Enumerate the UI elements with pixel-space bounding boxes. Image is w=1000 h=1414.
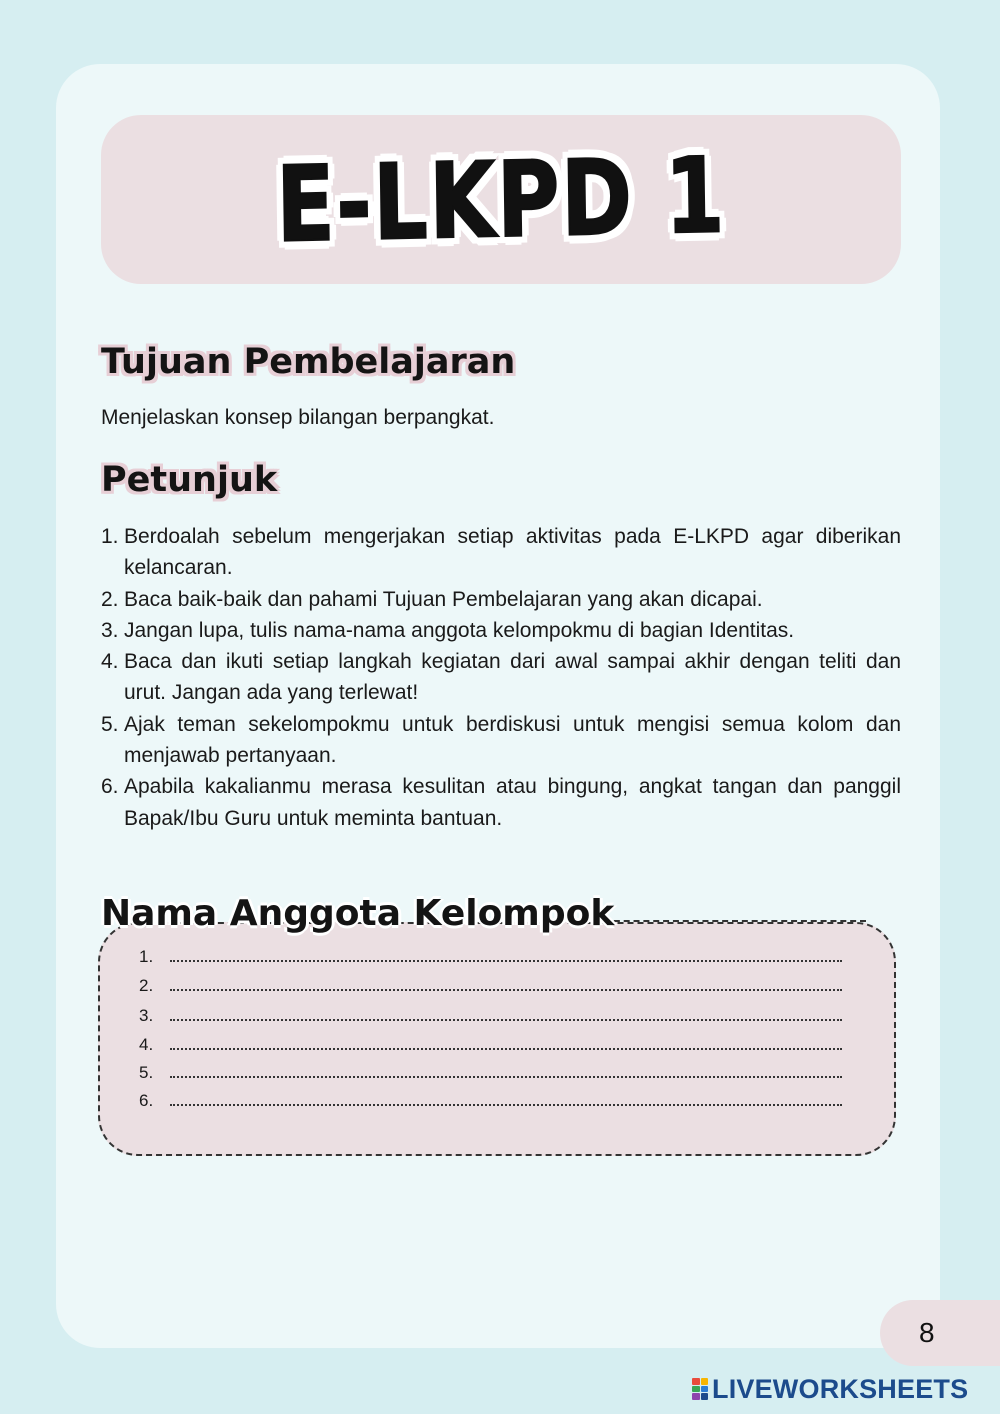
list-item-number: 2. xyxy=(101,587,119,611)
logo-block xyxy=(692,1386,700,1393)
list-item xyxy=(101,521,901,584)
logo-block xyxy=(701,1386,709,1393)
member-row-number: 5. xyxy=(139,1063,154,1082)
list-item-text: Baca baik-baik dan pahami Tujuan Pembelajaran yang akan dicapai. xyxy=(124,587,763,611)
list-item-number: 6. xyxy=(101,775,119,799)
list-item-text: Berdoalah sebelum mengerjakan setiap aktivitas pada E-LKPD agar diberikan kelancaran. xyxy=(124,525,901,580)
tujuan-heading: Tujuan Pembelajaran xyxy=(101,342,516,382)
liveworksheets-brand[interactable] xyxy=(692,1374,968,1404)
list-item-number: 3. xyxy=(101,618,119,642)
logo-block xyxy=(692,1378,700,1385)
tujuan-text: Menjelaskan konsep bilangan berpangkat. xyxy=(101,406,495,429)
title-banner xyxy=(101,115,901,284)
member-row-number: 6. xyxy=(139,1091,154,1110)
member-row-number: 1. xyxy=(139,947,154,966)
list-item-number: 5. xyxy=(101,712,119,736)
member-name-line[interactable] xyxy=(170,1076,842,1078)
member-name-line[interactable] xyxy=(170,989,842,991)
list-item-text: Baca dan ikuti setiap langkah kegiatan dari awal sampai akhir dengan teliti dan urut. Jangan ada yang terlewat! xyxy=(124,650,901,705)
logo-block xyxy=(692,1393,700,1400)
liveworksheets-wordmark: LIVEWORKSHEETS xyxy=(712,1373,969,1404)
list-item-text: Ajak teman sekelompokmu untuk berdiskusi untuk mengisi semua kolom dan menjawab pertanyaan. xyxy=(124,712,901,768)
list-item-number: 1. xyxy=(101,525,119,548)
heading-dash-line xyxy=(604,920,866,922)
list-item xyxy=(101,615,901,646)
petunjuk-heading: Petunjuk xyxy=(101,460,278,500)
list-item xyxy=(101,771,901,834)
member-row-number: 4. xyxy=(139,1035,154,1054)
member-name-line[interactable] xyxy=(170,960,842,962)
members-box xyxy=(98,922,896,1156)
kelompok-heading: Nama Anggota Kelompok xyxy=(101,893,615,934)
page-title: E-LKPD 1 xyxy=(275,133,727,266)
member-row-number: 3. xyxy=(139,1006,154,1025)
member-row-number: 2. xyxy=(139,976,154,995)
list-item xyxy=(101,709,901,772)
list-item xyxy=(101,646,901,709)
list-item-number: 4. xyxy=(101,650,119,674)
member-name-line[interactable] xyxy=(170,1104,842,1106)
member-name-line[interactable] xyxy=(170,1019,842,1021)
list-item-text: Jangan lupa, tulis nama-nama anggota kelompokmu di bagian Identitas. xyxy=(124,618,795,642)
logo-block xyxy=(701,1378,709,1385)
list-item-text: Apabila kakalianmu merasa kesulitan atau bingung, angkat tangan dan panggil Bapak/Ibu Guru untuk meminta bantuan. xyxy=(124,775,901,830)
logo-block xyxy=(701,1393,709,1400)
list-item xyxy=(101,584,901,615)
liveworksheets-logo-icon xyxy=(692,1378,708,1400)
petunjuk-list xyxy=(101,521,901,834)
member-name-line[interactable] xyxy=(170,1048,842,1050)
page-number: 8 xyxy=(880,1300,1000,1366)
